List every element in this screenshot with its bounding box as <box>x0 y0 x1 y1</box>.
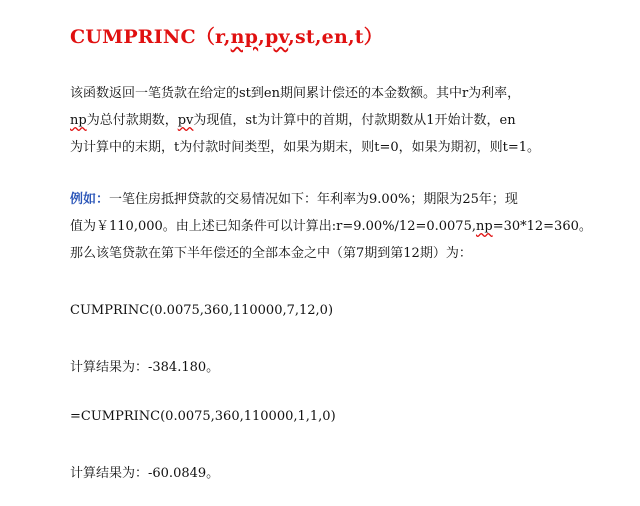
example-label: 例如： <box>70 192 110 207</box>
example-line-3: 那么该笔贷款在第下半年偿还的全部本金之中（第7期到第12期）为： <box>70 246 472 261</box>
description-pv-term: pv <box>177 113 194 128</box>
example-line-1-text: 一笔住房抵押贷款的交易情况如下：年利率为9.00%；期限为25年；现 <box>109 192 518 207</box>
result-1: 计算结果为：-384.180。 <box>70 360 220 375</box>
title-function-name: CUMPRINC <box>70 26 196 48</box>
description-np-term: np <box>70 113 87 128</box>
title-arg-r: r, <box>214 26 231 48</box>
description-line-1: 该函数返回一笔货款在给定的st到en期间累计偿还的本金数额。其中r为利率， <box>70 86 521 101</box>
result-2: 计算结果为：-60.0849。 <box>70 466 220 481</box>
formula-1: CUMPRINC(0.0075,360,110000,7,12,0) <box>70 303 334 318</box>
function-title <box>70 22 383 49</box>
example-np-term: np <box>475 219 493 234</box>
example-line-2-a: 值为￥110,000。由上述已知条件可以计算出:r=9.00%/12=0.0075, <box>70 219 476 234</box>
formula-2: =CUMPRINC(0.0075,360,110000,1,1,0) <box>70 409 336 424</box>
title-open-paren: （ <box>195 26 215 48</box>
title-arg-np: np <box>230 26 259 48</box>
description-line-3: 为计算中的末期，t为付款时间类型，如果为期末，则t=0，如果为期初，则t=1。 <box>70 140 540 155</box>
description-paragraph <box>70 80 570 161</box>
example-line-2-b: =30*12=360。 <box>492 219 592 234</box>
description-line-2-mid: 为总付款期数， <box>86 113 178 128</box>
example-paragraph <box>70 186 592 267</box>
example-line-1 <box>70 186 570 213</box>
title-comma: , <box>258 26 265 48</box>
description-line-2 <box>70 107 570 134</box>
example-line-2 <box>70 213 592 240</box>
description-line-2-rest: 为现值，st为计算中的首期，付款期数从1开始计数，en <box>193 113 516 128</box>
title-args-rest: ,st,en,t） <box>288 26 383 48</box>
title-arg-pv: pv <box>264 26 289 48</box>
